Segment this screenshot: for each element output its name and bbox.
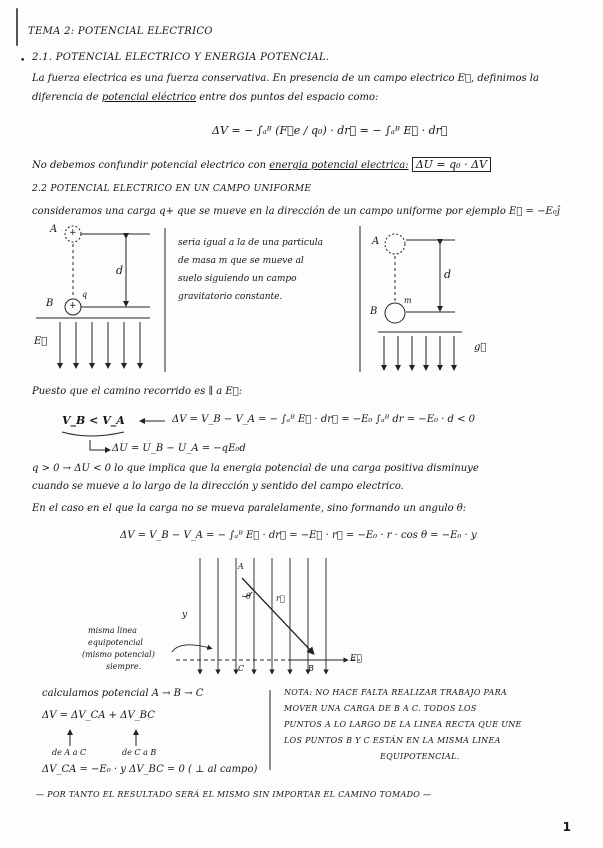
energy-relation-box: ΔU = q₀ · ΔV (412, 157, 491, 172)
charge-plus-sign-a: + (69, 228, 77, 238)
page-title: TEMA 2: POTENCIAL ELECTRICO (28, 26, 213, 37)
s21-para-3a: No debemos confundir potencial electrico con (32, 160, 267, 171)
parallel-path-text: Puesto que el camino recorrido es ∥ a E⃗: (32, 386, 243, 397)
mass-final-position (385, 303, 405, 323)
equipotential-note-2: equipotencial (88, 638, 143, 647)
potential-difference-angle: ΔV = V_B − V_A = − ∫ₐᴮ E⃗ · dr⃗ = −E⃗ · r⃗ = −E₀ · r · cos θ = −E₀ · y (120, 530, 477, 541)
analogy-line-1: seria igual a la de una particula (178, 238, 323, 248)
s21-para-2a: diferencia de (32, 92, 99, 103)
note-line-3: PUNTOS A LO LARGO DE LA LINEA RECTA QUE UNE (284, 720, 522, 729)
note-line-2: MOVER UNA CARGA DE B A C. TODOS LOS (284, 704, 477, 713)
label-point-a: A (50, 224, 58, 235)
charge-plus-sign-b: + (69, 301, 77, 311)
label-point-b2: B (370, 306, 378, 317)
equipotential-note-3: (mismo potencial) (82, 650, 155, 659)
calc-label-ac: de A a C (52, 748, 87, 757)
s22-para-1: consideramos una carga q+ que se mueve en la dirección de un campo uniforme por ejemplo E⃗ = −E₀ĵ (32, 206, 560, 217)
section-2-1-heading: 2.1. POTENCIAL ELECTRICO Y ENERGIA POTENCIAL. (32, 52, 330, 63)
calc-path: calculamos potencial A → B → C (42, 688, 204, 699)
section-2-2-heading: 2.2 POTENCIAL ELECTRICO EN UN CAMPO UNIFORME (32, 184, 312, 194)
analogy-line-2: de masa m que se mueve al (178, 256, 304, 266)
charge-field-figure (36, 226, 165, 372)
label-point-a3: A (238, 562, 244, 571)
label-charge-q: q (82, 290, 88, 299)
label-field-e: E⃗ (34, 336, 48, 347)
calc-label-cb: de C a B (122, 748, 157, 757)
equipotential-note-1: misma linea (88, 626, 137, 635)
label-point-a2: A (372, 236, 380, 247)
bullet-dot: • (20, 56, 26, 66)
page-number: 1 (562, 820, 571, 834)
calc-results: ΔV_CA = −E₀ · y ΔV_BC = 0 ( ⊥ al campo) (42, 764, 258, 775)
analogy-line-4: gravitatorio constante. (178, 292, 283, 302)
label-point-c: C (238, 664, 245, 673)
positive-charge-text-2: cuando se mueve a lo largo de la dirección y sentido del campo electrico. (32, 481, 404, 492)
note-line-5: EQUIPOTENCIAL. (380, 752, 460, 761)
field-arrows-3 (200, 558, 326, 672)
s21-para-2b: potencial eléctrico (101, 92, 197, 103)
potential-difference-uniform: ΔV = V_B − V_A = − ∫ₐᴮ E⃗ · dr⃗ = −E₀ ∫ₐᴮ dr = −E₀ · d < 0 (172, 414, 476, 425)
conclusion-line: — POR TANTO EL RESULTADO SERÁ EL MISMO SIN IMPORTAR EL CAMINO TOMADO — (36, 790, 432, 799)
equipotential-pointer (172, 645, 210, 652)
s21-para-2c: entre dos puntos del espacio como: (199, 92, 379, 103)
label-point-b: B (46, 298, 54, 309)
label-distance-d: d (116, 264, 124, 277)
analogy-line-3: suelo siguiendo un campo (178, 274, 297, 284)
label-distance-d2: d (444, 268, 452, 281)
angle-case-text: En el caso en el que la carga no se mueva paralelamente, sino formando un angulo θ: (32, 503, 467, 514)
s21-para-1: La fuerza electrica es una fuerza conservativa. En presencia de un campo electrico E⃗, definimos la (32, 73, 539, 84)
gravity-arrows (384, 336, 454, 368)
positive-charge-text-1: q > 0 → ΔU < 0 lo que implica que la energia potencial de una carga positiva disminuye (32, 463, 479, 474)
equipotential-note-4: siempre. (106, 662, 142, 671)
field-arrows-1 (60, 322, 140, 366)
note-line-4: LOS PUNTOS B Y C ESTÁN EN LA MISMA LINEA (284, 736, 501, 745)
calc-arrows (70, 690, 270, 770)
calc-sum: ΔV = ΔV_CA + ΔV_BC (42, 710, 155, 721)
note-line-1: NOTA: NO HACE FALTA REALIZAR TRABAJO PARA (284, 688, 507, 697)
label-y: y (182, 610, 188, 620)
potential-definition-equation: ΔV = − ∫ₐᴮ (F⃗e / q₀) · dr⃗ = − ∫ₐᴮ E⃗ · dr⃗ (212, 124, 448, 137)
energy-difference-uniform: ΔU = U_B − U_A = −qE₀d (112, 443, 246, 454)
label-point-b3: B (308, 664, 314, 673)
vb-less-va: V_B < V_A (62, 414, 125, 427)
s21-para-3b: energia potencial electrica: (269, 160, 409, 171)
label-theta: θ (246, 592, 251, 601)
label-mass-m: m (404, 296, 412, 305)
angled-path-figure (172, 558, 360, 672)
label-vector-r: r⃗ (276, 594, 285, 603)
label-gravity-g: g⃗ (474, 342, 487, 353)
displacement-vector-r (242, 578, 312, 652)
label-field-e3: E⃗ (350, 654, 362, 664)
mass-initial-position (385, 234, 405, 254)
